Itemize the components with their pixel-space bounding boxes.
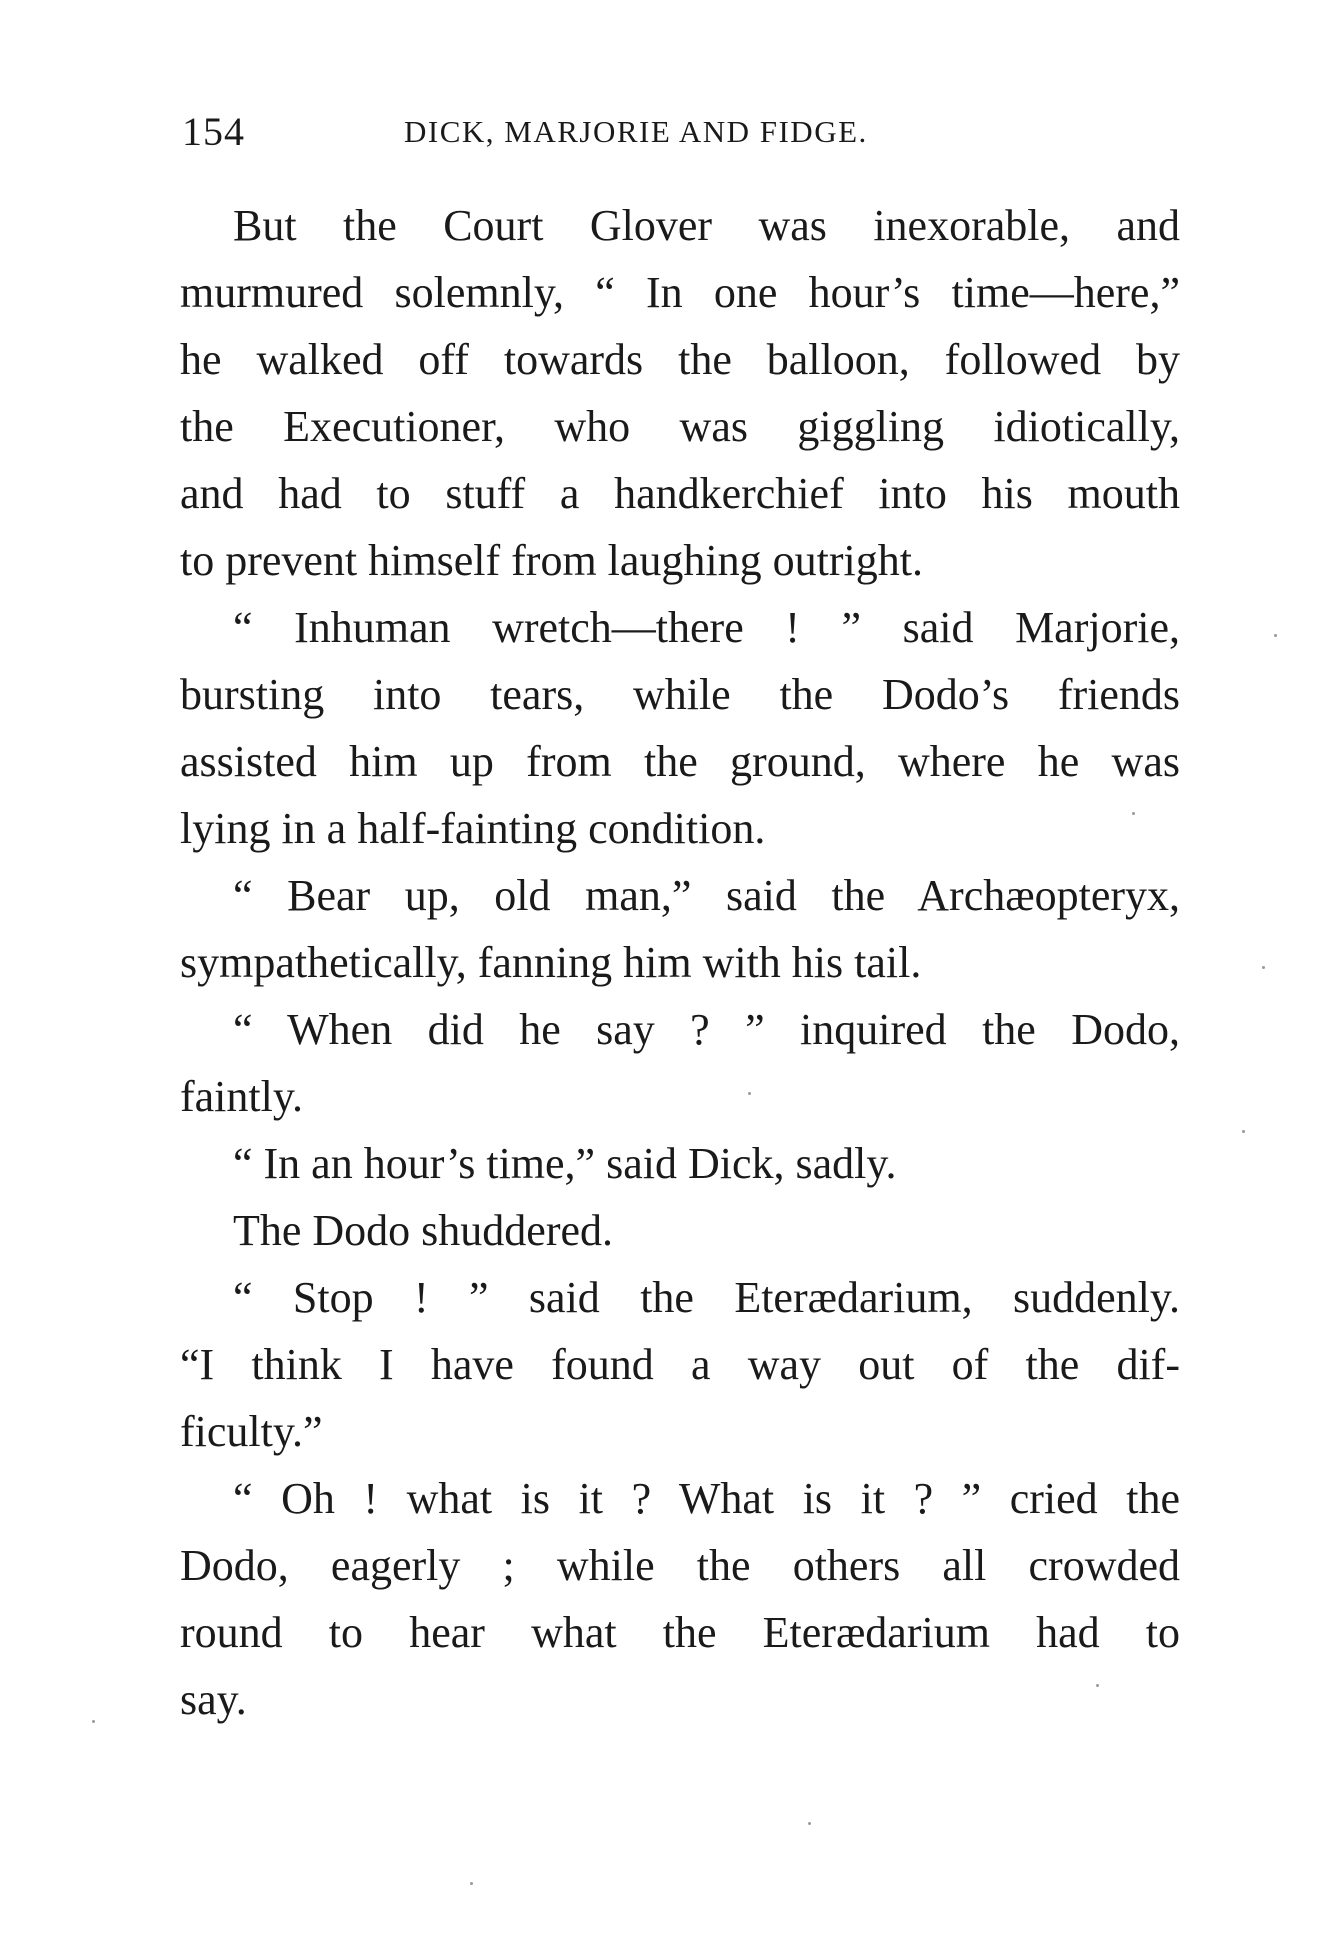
text-line: say. (180, 1675, 247, 1724)
paper-speck (470, 1882, 473, 1885)
paper-speck (92, 1720, 95, 1723)
paper-speck (748, 1092, 751, 1095)
text-line: “ In an hour’s time,” said Dick, sadly. (233, 1139, 897, 1188)
text-line: lying in a half-fainting condition. (180, 804, 766, 853)
paper-speck (1274, 634, 1277, 637)
text-line: to prevent himself from laughing outright. (180, 536, 923, 585)
text-line: “ Oh ! what is it ? What is it ? ” cried the (233, 1474, 1180, 1523)
body-text (180, 192, 1180, 1733)
text-line: faintly. (180, 1072, 303, 1121)
text-line: The Dodo shuddered. (233, 1206, 614, 1255)
paper-speck (1262, 966, 1265, 969)
text-line: “ Inhuman wretch—there ! ” said Marjorie, (233, 603, 1180, 652)
text-line: and had to stuff a handkerchief into his mouth (180, 469, 1180, 518)
running-title: DICK, MARJORIE AND FIDGE. (404, 114, 868, 149)
text-line: assisted him up from the ground, where he was (180, 737, 1180, 786)
text-line: “ Stop ! ” said the Eterædarium, suddenly. (233, 1273, 1180, 1322)
text-line: But the Court Glover was inexorable, and (233, 201, 1180, 250)
text-line: round to hear what the Eterædarium had to (180, 1608, 1180, 1657)
text-line: ficulty.” (180, 1407, 323, 1456)
text-line: “ Bear up, old man,” said the Archæopteryx, (233, 871, 1180, 920)
text-line: the Executioner, who was giggling idiotically, (180, 402, 1180, 451)
text-line: Dodo, eagerly ; while the others all crowded (180, 1541, 1180, 1590)
paper-speck (808, 1822, 811, 1825)
text-line: “ When did he say ? ” inquired the Dodo, (233, 1005, 1180, 1054)
paper-speck (1242, 1130, 1245, 1133)
text-line: sympathetically, fanning him with his tail. (180, 938, 922, 987)
running-head (182, 108, 1182, 158)
page-number: 154 (182, 109, 245, 154)
text-line: he walked off towards the balloon, followed by (180, 335, 1180, 384)
paper-speck (1096, 1684, 1099, 1687)
paper-speck (1132, 812, 1135, 815)
text-line: “I think I have found a way out of the dif- (180, 1340, 1180, 1389)
text-line: bursting into tears, while the Dodo’s friends (180, 670, 1180, 719)
text-line: murmured solemnly, “ In one hour’s time—here,” (180, 268, 1180, 317)
